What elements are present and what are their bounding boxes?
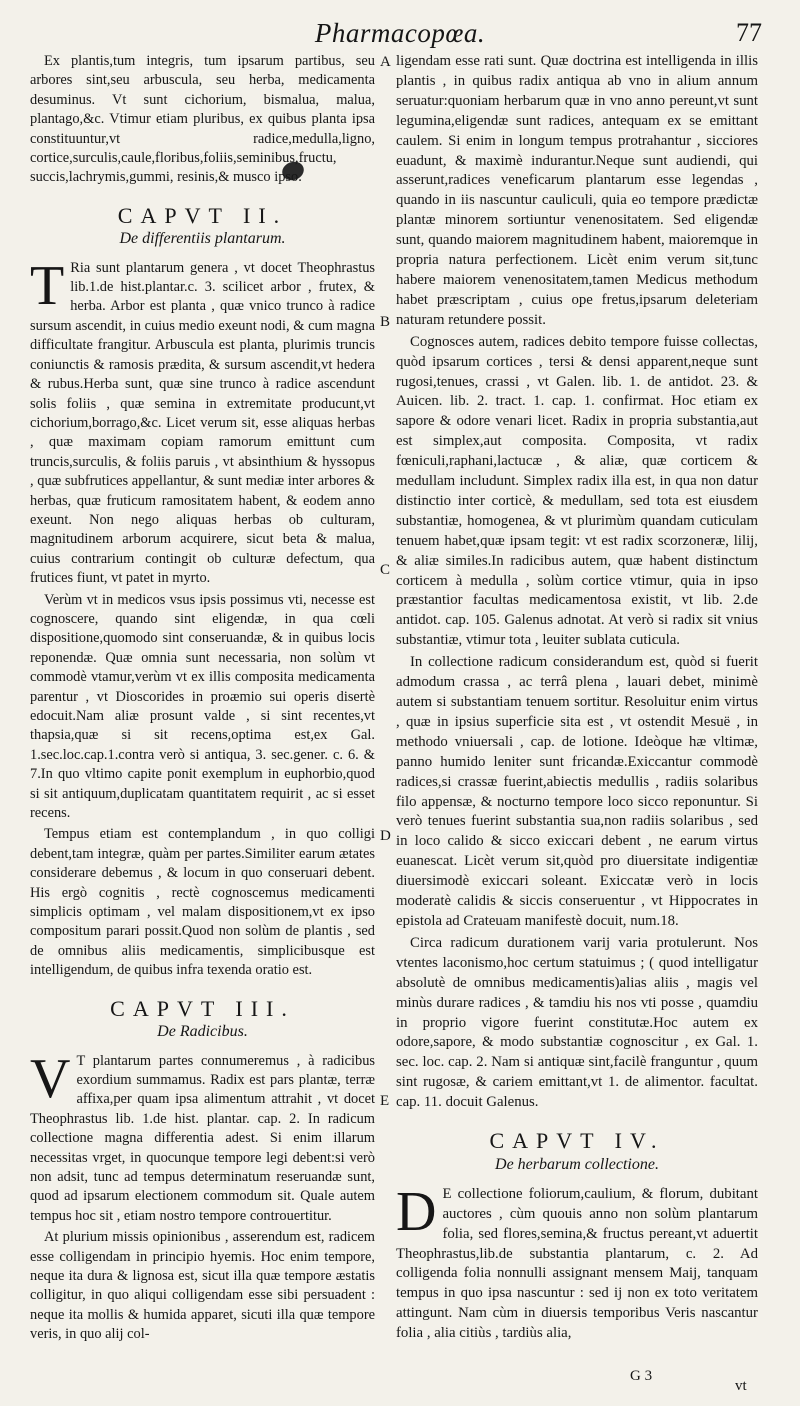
chapter-2-subtitle: De differentiis plantarum.	[119, 230, 286, 248]
catchword: vt	[735, 1378, 747, 1394]
page-number: 77	[736, 18, 762, 47]
margin-letter-b: B	[380, 314, 391, 330]
right-column	[396, 52, 758, 1346]
chapter-3-paragraph-2: At plurium missis opinionibus , asserendum est, radicem esse colligendam in principio hyemis. Hoc enim tempore, neque ita dura & lignosa est, sicut illa quæ tempore æstatis colligitur, in quo aliqui colligendam esse sibi persuadent : neque ita mollis & humida apparet, sicuti illa quæ tempore veris, in quo alij col-	[30, 1229, 375, 1343]
left-column	[30, 52, 375, 1347]
dropcap-d: D	[396, 1180, 437, 1243]
right-paragraph-4: Circa radicum durationem varij varia protulerunt. Nos vtentes laconismo,hoc certum statuimus ; ( quod intelligatur absolutè de omnibus medicamentis)alias aliis , magis vel minùs durare radices , & tamdiu his nos vti posse , quamdiu in proprio vigore fuerint constitutæ.Hoc autem ex odore,sapore, & modo substantiæ cognoscitur , ex Gal. 1. sec. loc. cap. 2. Nam si antiquæ sint,facilè franguntur , quum sint rugosæ, & cariem emittant,vt 1. de alimentor. facultat. cap. 11. docuit Galenus.	[396, 934, 758, 1111]
margin-letter-a: A	[380, 54, 391, 70]
margin-letter-d: D	[380, 828, 391, 844]
dropcap-t: T	[30, 254, 65, 317]
chapter-3-paragraph-1-text: T plantarum partes connumeremus , à radicibus exordium summamus. Radix est pars plantæ, terræ affixa,per quam ipsa alimentum attrahit , vt docet Theophrastus lib. 1.de hist. plantar. cap. 2. In radicum collectione magna differentia adest. Si enim illarum necessitas vrget, in quocunque tempore legi debent:si verò non adsit, tunc ad tempus determinatum reseruandæ sunt, quod ad ipsarum electionem commodum sit. Quale autem tempus hoc sit , etiam nostro tempore controuertitur.	[30, 1052, 375, 1224]
chapter-2-paragraph-3: Tempus etiam est contemplandum , in quo colligi debent,tam integræ, quàm per partes.Similiter earum ætates considerare debemus , & locum in quo conseruari debent. His ergò cognitis , rectè cognoscemus medicamenti simplicis optimam , vel malam dispositionem,vt ex ipso compositum parari possit.Quod non solùm de plantis , sed de omnibus aliis medicamentis, simplicibusque est intelligendum, de quibus infra texenda oratio est.	[30, 826, 375, 979]
running-title: Pharmacopœa.	[314, 18, 486, 48]
intro-paragraph: Ex plantis,tum integris, tum ipsarum partibus, seu arbores sint,seu arbuscula, seu herba, medicamenta desuminus. Vt sunt cichorium, bismalua, malua, plantago,&c. Vtimur etiam pluribus, ex quibus planta ipsa constituuntur,vt radice,medulla,ligno, cortice,surculis,caule,floribus,foliis,seminibus,fructu, succis,lachrymis,gummi, resinis,& musco ipso.	[30, 53, 375, 186]
chapter-2-paragraph-2: Verùm vt in medicos vsus ipsis possimus vti, necesse est cognoscere, quando sint eligendæ, in qua cœli dispositione,quomodo sint conseruandæ, & in quibus locis reponendæ. Quæ omnia sunt necessaria, non solùm vt commodè vtamur,verùm vt ex illis composita medicamenta parentur , vt Dioscorides in proæmio sui operis disertè edocuit.Nam aliæ prosunt valde , si sint recentes,vt thapsia,quæ si sit recens,optima est,ex Gal. 1.sec.loc.cap.1.contra verò si antiqua, 3. sec.gener. c. 6. & 7.In quo vltimo capite ponit exemplum in euphorbio,quod si sit antiquum,duplicatam quantitatem requirit , ac si esset recens.	[30, 591, 375, 822]
chapter-3-paragraph-1	[30, 1047, 375, 1227]
chapter-3-title: CAPVT III.	[110, 995, 295, 1021]
right-paragraph-2: Cognosces autem, radices debito tempore fuisse collectas, quòd ipsarum cortices , tersi & densi apparent,neque sunt rugosi,tenues, crassi , vt Galen. lib. 1. de antidot. 23. & Auicen. lib. 2. tract. 1. cap. 1. confirmat. Hoc etiam ex sapore & odore venari licet. Radix in propria substantia,aut est simplex,aut composita. Composita, vt radix fœniculi,raphani,lactucæ , & aliæ, quæ corticem & medullam includunt. Simplex radix illa est, in qua non datur distinctio inter corticè, & medullam, sed tota est eiusdem substantiæ, homogenea, & vt plurimùm quandam cuticulam tenuem habet,quæ ipsam tegit: vt est radix scorzoneræ, lilij, & aliæ similes.In radicibus autem, quæ habent distinctum corticem à medulla , solùm cortice vtimur, quia in ipso præstantior facultas medicamentosa existit, vt lib. 2.de antidot. cap. 105. Galenus adnotat. At verò si radix sit vnius substantiæ, vtimur tota , leuiter sublata cuticula.	[396, 333, 758, 649]
chapter-4-title: CAPVT IV.	[489, 1128, 665, 1154]
chapter-2-paragraph-1	[30, 254, 375, 589]
margin-letter-e: E	[380, 1093, 390, 1109]
chapter-3-subtitle: De Radicibus.	[157, 1023, 248, 1041]
margin-letter-c: C	[380, 562, 391, 578]
chapter-4-paragraph-1-text: E collectione foliorum,caulium, & florum, dubitant auctores , cùm quouis anno non solùm plantarum folia, sed flores,semina,& fructus pereant,vt aduertit Theophrastus,lib.de substantia plantarum, c. 2. Ad colligenda folia nonnulli assignant mensem Maij, tanquam tempus in quo ipsa nascuntur : sed ij non ex toto veritatem attingunt. Nam cùm in diuersis temporibus Veris nascantur folia , alia citiùs , tardiùs alia,	[396, 1185, 758, 1342]
chapter-4-subtitle: De herbarum collectione.	[495, 1155, 659, 1173]
dropcap-v: V	[30, 1047, 71, 1110]
chapter-2-paragraph-1-text: Ria sunt plantarum genera , vt docet Theophrastus lib.1.de hist.plantar.c. 3. scilicet arbor , frutex, & herba. Arbor est planta , quæ vnico trunco à radice sursum ascendit, in cuius medio exeunt nodi, & cum magna difficultate frangitur. Arbuscula est planta, plurimis truncis coniunctis & ramosis prædita, & sursum ascendit,vt hedera & rubus.Herba sunt, quæ sine trunco à radice ascendunt solis foliis , quæ semina in extremitate producunt,vt cichorium,borrago,&c. Licet verum sit, esse aliquas herbas , quæ maximam copiam ramorum emittunt cum truncis,surculis, & foliis paruis , vt absinthium & hyssopus , quæ subfrutices appellantur, & sunt mediæ inter arbores & herbas, quæ fruticum ramositatem habent, & eodem anno exeunt. Non nego aliquas herbas ob culturam, magnitudinem arborum acquirere, sicut beta & malua, cuius contrarium contingit ob culturæ defectum, qua frutices fiunt, vt patet in myrto.	[30, 259, 375, 587]
chapter-2-title: CAPVT II.	[117, 202, 288, 228]
chapter-4-paragraph-1	[396, 1180, 758, 1344]
signature-mark: G 3	[630, 1368, 653, 1384]
right-paragraph-3: In collectione radicum considerandum est, quòd si fuerit admodum crassa , ac terrâ plena , lauari debet, minimè autem si substantiam tenuem sortitur. Resoluitur enim virtus , quæ in ipsius superficie sita est , vt ostendit Mesuë , in methodo vniuersali , cap. de lotione. Ideòque hæ vltimæ, panno humido leniter sunt fricandæ.Exiccantur commodè radices,si crassæ fuerint,abiectis medullis , radiis solaribus filo appensæ, & nocturno tempore loco sicco reponuntur. Si verò tenues fuerint substantia sua,non radiis solaribus , sed in loco calido & sicco exiccari debent , ne earum virtus euanescat. Licèt verum sit,quòd pro diuersitate indigentiæ diuersimodè exiccari soleant. Exiccatæ verò in locis moderatè calidis & siccis conseruentur , vt Hippocrates in epistola ad Crateuam manifestè docuit, num.18.	[396, 654, 758, 929]
right-paragraph-1: ligendam esse rati sunt. Quæ doctrina est intelligenda in illis plantis , in quibus radix antiqua ab vno in alium annum seruatur:quoniam herbarum quæ in vno anno pereunt,vt sunt legumina,eligendæ sunt radices, antequam ex se emittant caulem. Si enim in longum tempus protrahantur , sicciores euadunt, & maximè indurantur.Neque sunt audiendi, qui asserunt,radices veneficarum plantarum esse legendas , quando in iis nascuntur cauliculi, quia eo tempore prædictæ plantæ minorem sortiuntur venenositatem. Sed eligendæ sunt, quando maiorem magnitudinem habent, maioremque in propria natura perfectionem. Licèt enim verum sit,tunc habere maiorem venenositatem,tamen Medicus methodum habet præscriptam , cuius ope fretus,ipsarum deleteriam naturam retundere possit.	[396, 53, 758, 328]
